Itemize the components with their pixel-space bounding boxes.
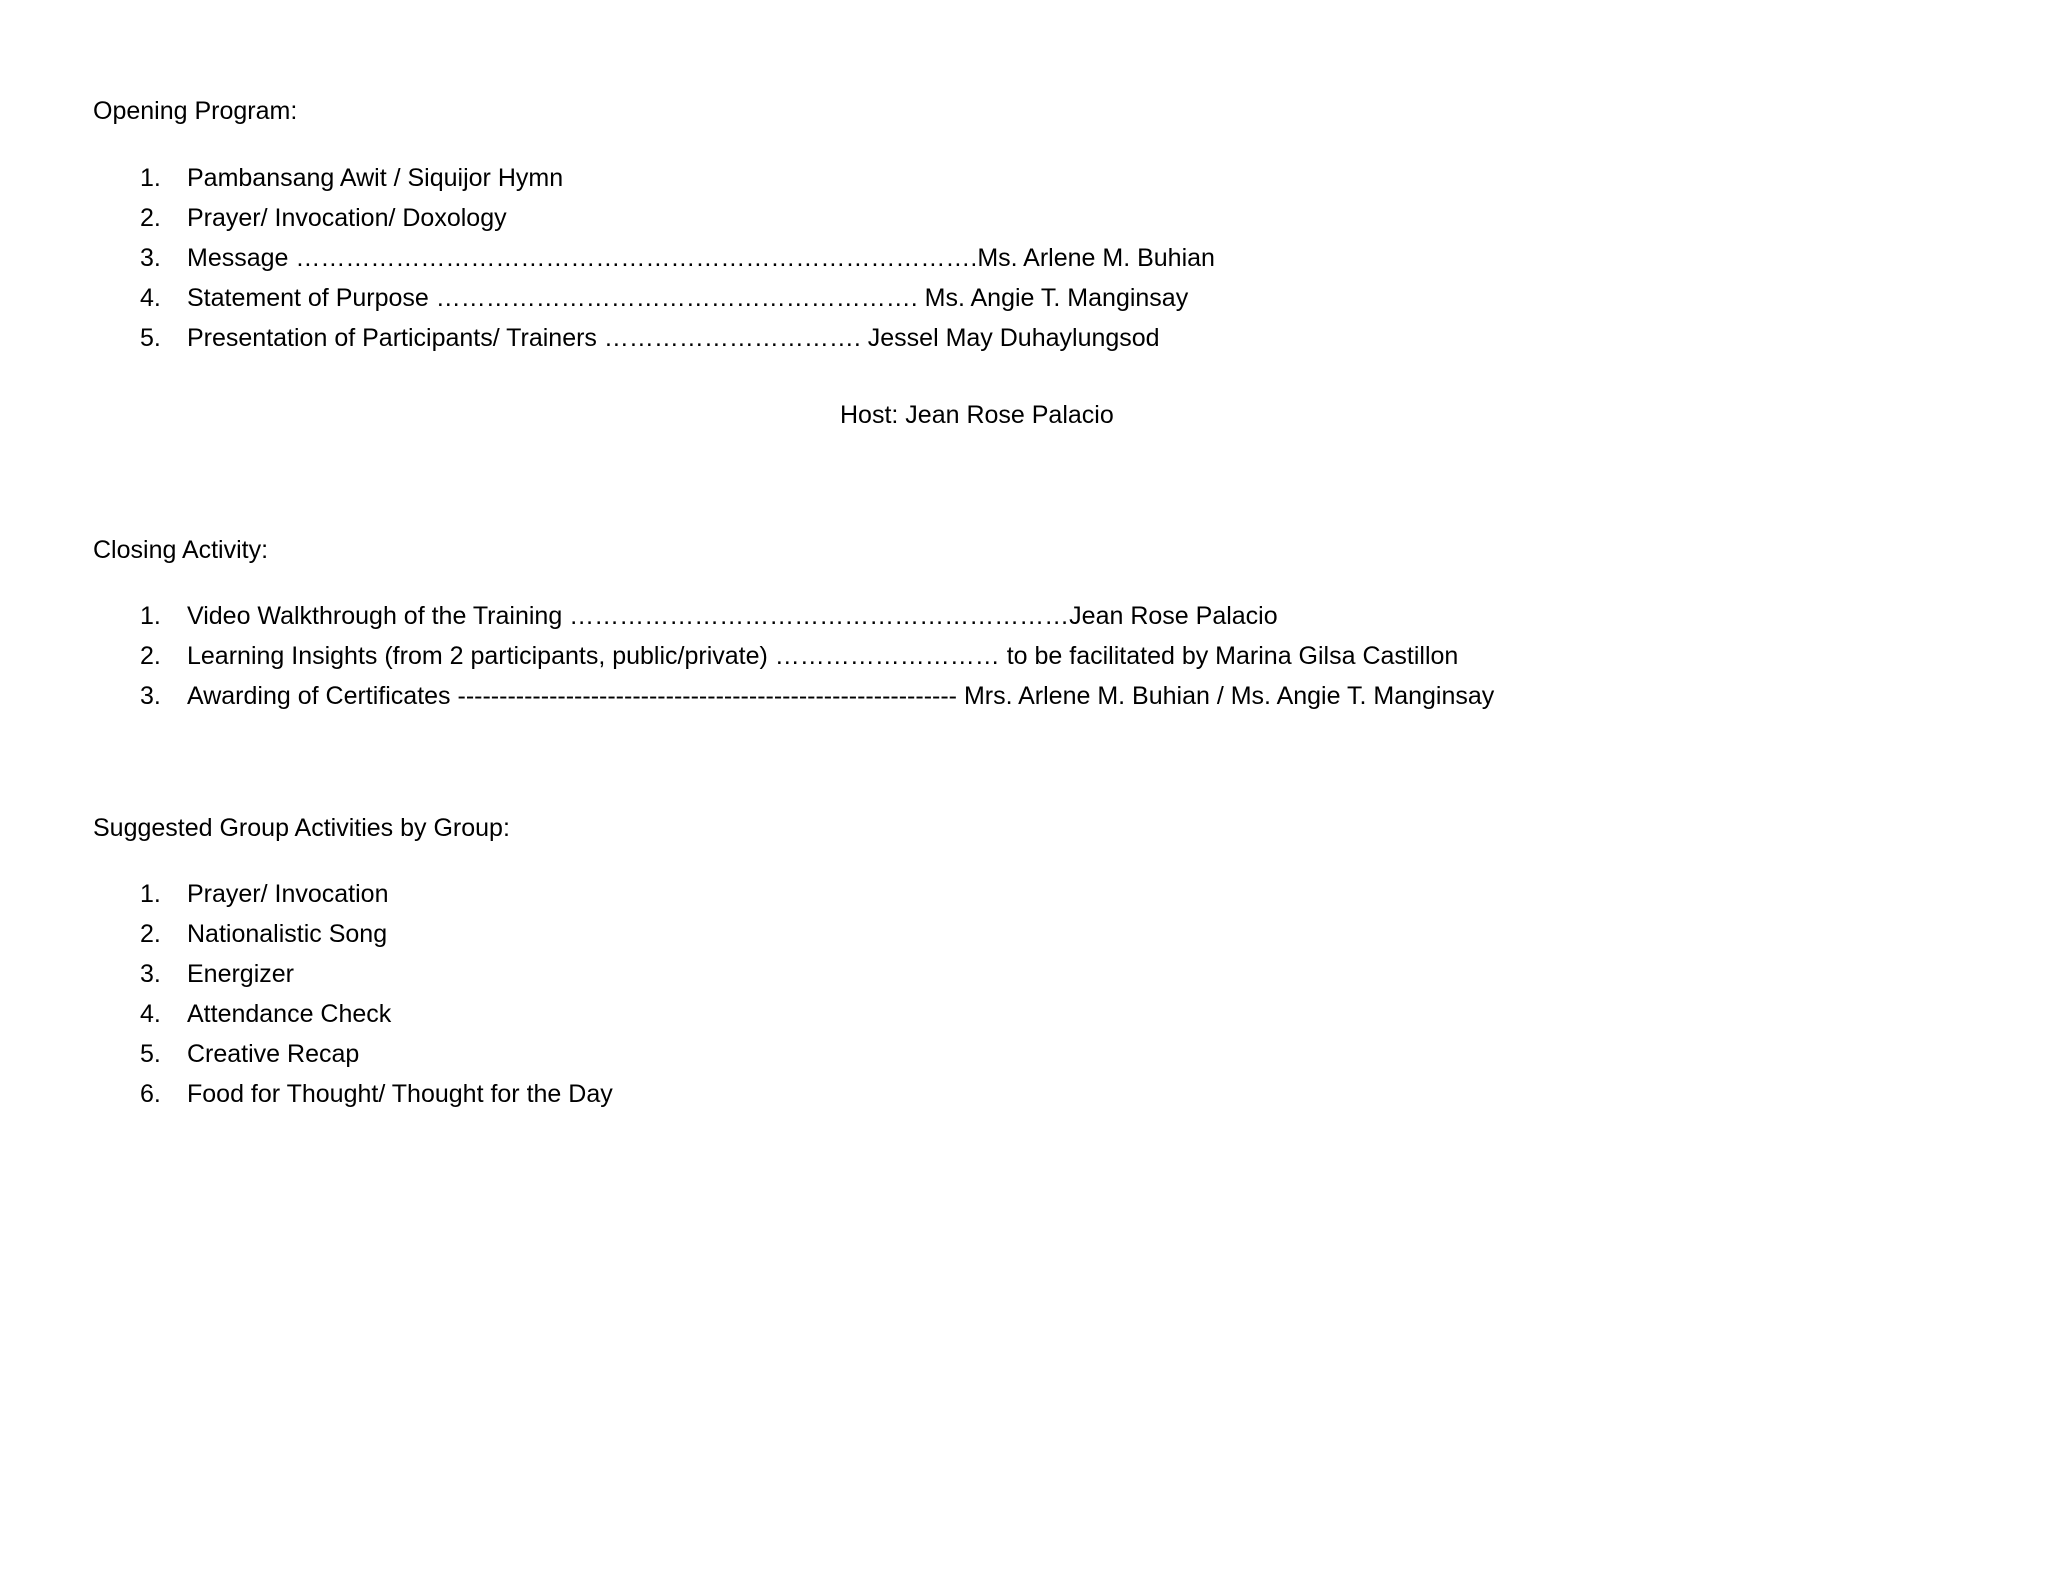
item-number: 4. [140,1000,161,1028]
item-text: Statement of Purpose …………………………………………………. Ms. Angie T. Manginsay [187,284,1189,312]
item-number: 5. [140,324,161,352]
item-number: 1. [140,164,161,192]
item-number: 2. [140,920,161,948]
item-number: 2. [140,642,161,670]
item-text: Presentation of Participants/ Trainers …………………………. Jessel May Duhaylungsod [187,324,1160,352]
closing-activity-heading: Closing Activity: [93,536,269,564]
item-text: Prayer/ Invocation [187,880,389,908]
item-text: Message ……………………………………………………………………….Ms. Arlene M. Buhian [187,244,1215,272]
item-text: Learning Insights (from 2 participants, public/private) ……………………… to be facilitated by Marina Gilsa Castillon [187,642,1459,670]
item-number: 1. [140,880,161,908]
item-number: 6. [140,1080,161,1108]
item-text: Pambansang Awit / Siquijor Hymn [187,164,564,192]
group-activities-heading: Suggested Group Activities by Group: [93,814,510,842]
item-text: Energizer [187,960,294,988]
item-text: Nationalistic Song [187,920,388,948]
opening-program-heading: Opening Program: [93,97,298,125]
item-text: Creative Recap [187,1040,360,1068]
item-text: Awarding of Certificates ------------------------------------------------------------ Mrs. Arlene M. Buhian / Ms. Angie T. Manginsay [187,682,1495,710]
item-number: 3. [140,960,161,988]
item-text: Attendance Check [187,1000,392,1028]
item-number: 3. [140,682,161,710]
item-number: 5. [140,1040,161,1068]
item-text: Prayer/ Invocation/ Doxology [187,204,507,232]
item-number: 3. [140,244,161,272]
item-number: 4. [140,284,161,312]
item-text: Video Walkthrough of the Training ……………………………………………………Jean Rose Palacio [187,602,1278,630]
item-number: 1. [140,602,161,630]
item-number: 2. [140,204,161,232]
item-text: Food for Thought/ Thought for the Day [187,1080,613,1108]
host-line: Host: Jean Rose Palacio [840,401,1114,429]
